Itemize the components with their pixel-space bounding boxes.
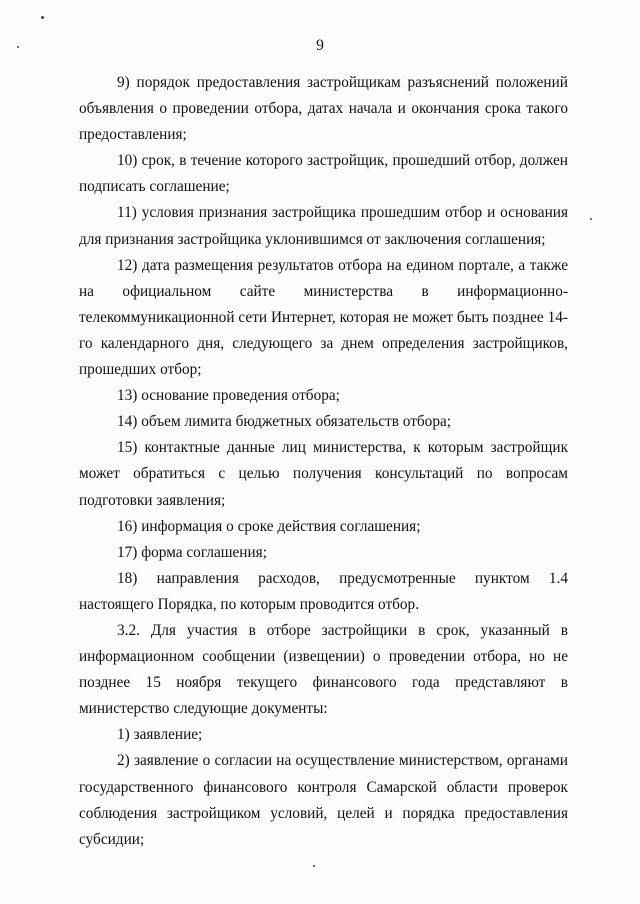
scan-speck: [41, 16, 44, 19]
document-body: [79, 70, 568, 853]
scan-speck: [590, 218, 592, 220]
list-item-13: 13) основание проведения отбора;: [117, 387, 340, 405]
list-item-9: 9) порядок предоставления застройщикам разъяснений положений объявления о проведении отбора, датах начала и окончания срока такого предоставления;: [79, 74, 568, 144]
list-item-10: 10) срок, в течение которого застройщик, прошедший отбор, должен подписать соглашение;: [79, 152, 568, 196]
document-item-2: 2) заявление о согласии на осуществление министерством, органами государственного финансового контроля Самарской области проверок соблюдения застройщиком условий, целей и порядка предоставления субсидии;: [79, 752, 568, 848]
list-item-18: 18) направления расходов, предусмотренные пунктом 1.4 настоящего Порядка, по которым проводится отбор.: [79, 569, 568, 613]
document-item-1: 1) заявление;: [117, 726, 203, 744]
list-item-11: 11) условия признания застройщика прошедшим отбор и основания для признания застройщика уклонившимся от заключения соглашения;: [79, 204, 568, 248]
list-item-15: 15) контактные данные лиц министерства, к которым застройщик может обратиться с целью получения консультаций по вопросам подготовки заявления;: [79, 439, 568, 509]
scan-speck: [17, 46, 19, 48]
list-item-12: 12) дата размещения результатов отбора на едином портале, а также на официальном сайте министерства в информационно-телекоммуникационной сети Интернет, которая не может быть позднее 14-го календарного дня, следующего за днем определения застройщиков, прошедших отбор;: [79, 256, 568, 379]
scan-speck: [313, 865, 315, 867]
list-item-14: 14) объем лимита бюджетных обязательств отбора;: [117, 413, 452, 431]
list-item-16: 16) информация о сроке действия соглашения;: [117, 517, 421, 535]
page-number: 9: [316, 37, 324, 54]
list-item-17: 17) форма соглашения;: [117, 543, 267, 561]
section-3-2-paragraph: 3.2. Для участия в отборе застройщики в срок, указанный в информационном сообщении (извещении) о проведении отбора, но не позднее 15 ноября текущего финансового года представляют в министерство следующие документы:: [79, 621, 568, 718]
